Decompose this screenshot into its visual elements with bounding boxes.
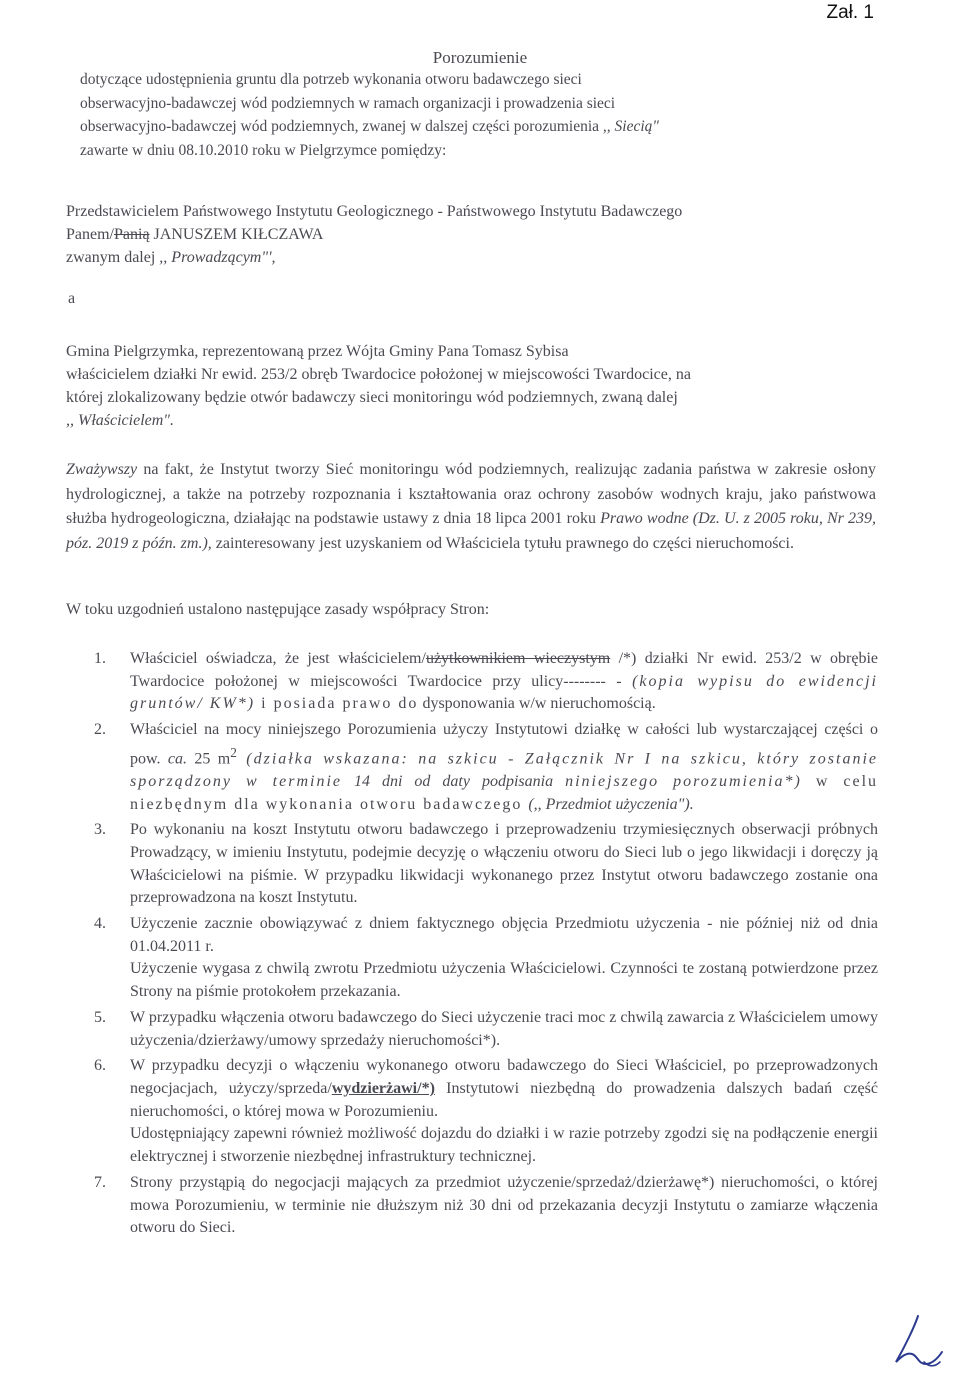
party-line: Przedstawicielem Państwowego Instytutu Geologicznego - Państwowego Instytutu Badawczego bbox=[66, 203, 683, 220]
superscript: 2 bbox=[230, 744, 237, 760]
point-italic: (kopia wypisu do ewidencji gruntów/ KW*) bbox=[130, 672, 879, 713]
point-text bbox=[130, 648, 878, 716]
point-item bbox=[66, 1055, 878, 1169]
party-term: ,, Prowadzącym"', bbox=[159, 249, 276, 266]
party-line bbox=[66, 223, 876, 246]
intro-line: obserwacyjno-badawczej wód podziemnych w ramach organizacji i prowadzenia sieci bbox=[80, 94, 616, 112]
point-italic: (działka wskazana: na szkicu - Załącznik Nr I na szkicu, który zostanie sporządzony w terminie bbox=[130, 750, 878, 790]
conjunction: a bbox=[68, 290, 76, 307]
second-party bbox=[66, 340, 876, 432]
point-item bbox=[66, 913, 878, 1004]
point-item bbox=[66, 648, 878, 716]
party-text: Panem/ bbox=[66, 226, 114, 243]
point-text-part: 14 dni od daty podpisania bbox=[342, 772, 566, 790]
recital-text: zainteresowany jest uzyskaniem od Właściciela tytułu prawnego do części nieruchomości. bbox=[211, 534, 794, 552]
point-italic: niniejszego porozumienia*) bbox=[565, 772, 802, 790]
party-text: zwanym dalej bbox=[66, 249, 160, 266]
point-italic: ca. bbox=[167, 750, 188, 768]
point-text: Użyczenie zacznie obowiązywać z dniem faktycznego objęcia Przedmiotu użyczenia - nie później niż od dnia 01.04.2011 r. bbox=[130, 915, 878, 955]
point-number: 5. bbox=[94, 1008, 106, 1026]
point-item bbox=[66, 819, 878, 910]
party-line bbox=[66, 246, 876, 269]
point-text-part: W przypadku decyzji o włączeniu wykonanego otworu badawczego do Sieci Właściciel, po przeprowadzonych negocjacjach, użyczy/sprzeda/ bbox=[130, 1057, 878, 1097]
intro-line bbox=[80, 115, 810, 139]
point-item bbox=[66, 1172, 878, 1240]
point-number: 6. bbox=[94, 1057, 106, 1075]
network-term: ,, Siecią" bbox=[602, 118, 659, 135]
point-italic: (,, Przedmiot użyczenia"). bbox=[528, 795, 694, 813]
struck-text: użytkownikiem wieczystym bbox=[425, 650, 611, 667]
attachment-label: Zał. 1 bbox=[826, 2, 874, 23]
agreement-points bbox=[66, 648, 878, 1243]
party-term: ,, Właścicielem". bbox=[66, 412, 175, 429]
intro-line: zawarte w dniu 08.10.2010 roku w Pielgrzymce pomiędzy: bbox=[80, 141, 447, 159]
representative-name: JANUSZEM KIŁCZAWA bbox=[149, 226, 324, 243]
point-text-part: w celu niezbędnym dla wykonania otworu badawczego bbox=[130, 772, 879, 813]
law-reference: Prawo wodne (Dz. U. z 2005 roku, Nr 239, póz. 2019 z późn. zm.), bbox=[66, 510, 877, 552]
point-text-part: dysponowania w/w nieruchomością. bbox=[418, 695, 656, 713]
point-number: 2. bbox=[94, 721, 106, 739]
first-party bbox=[66, 200, 876, 269]
document-title: Porozumienie bbox=[432, 48, 528, 67]
recital-paragraph bbox=[66, 458, 876, 556]
intro-paragraph bbox=[80, 68, 810, 162]
rules-intro: W toku uzgodnień ustalono następujące zasady współpracy Stron: bbox=[66, 601, 490, 618]
intro-text: obserwacyjno-badawczej wód podziemnych, zwanej w dalszej części porozumienia bbox=[80, 118, 600, 135]
party-line: której zlokalizowany będzie otwór badawczy sieci monitoringu wód podziemnych, zwaną dalej bbox=[66, 389, 678, 406]
intro-line: dotyczące udostępnienia gruntu dla potrzeb wykonania otworu badawczego sieci bbox=[80, 71, 582, 88]
point-text-part: Właściciel oświadcza, że jest właścicielem/ bbox=[130, 650, 426, 667]
point-number: 4. bbox=[94, 915, 106, 933]
bold-underlined-text: wydzierżawi/*) bbox=[331, 1079, 435, 1097]
point-text bbox=[130, 1055, 878, 1123]
point-text: Strony przystąpią do negocjacji mających za przedmiot użyczenie/sprzedaż/dzierżawę*) nieruchomości, o której mowa Porozumieniu, w terminie nie dłuższym niż 30 dni od przekazania decyzji Instytutu o zamiarze włączenia otworu do Sieci. bbox=[130, 1173, 878, 1237]
point-number: 1. bbox=[94, 650, 106, 667]
point-item bbox=[66, 719, 878, 816]
point-text-part: i posiada prawo do bbox=[255, 695, 419, 713]
point-text: W przypadku włączenia otworu badawczego do Sieci użyczenie traci moc z chwilą zawarcia z Właścicielem umowy użyczenia/dzierżawy/umowy sprzedaży nieruchomości*). bbox=[130, 1008, 878, 1049]
point-number: 7. bbox=[94, 1173, 106, 1191]
recital-lead: Zważywszy bbox=[66, 461, 138, 478]
recital-text: na fakt, że Instytut tworzy Sieć monitoringu wód podziemnych, realizując zadania państwa w zakresie osłony hydrologicznej, a także na potrzeby rozpoznania i kształtowania oraz ochrony zasobów wodnych kraju, jako państwowa służba hydrogeologiczna, działając na podstawie ustawy z dnia 18 lipca 2001 roku bbox=[66, 461, 876, 527]
point-text-part: /*) działki Nr ewid. 253/2 w obrębie Twardocice położonej w miejscowości Twardocice przy ulicy-------- - bbox=[130, 650, 878, 690]
handwritten-signature-icon bbox=[888, 1312, 946, 1372]
point-item bbox=[66, 1007, 878, 1052]
point-text-part: Instytutowi niezbędną do prowadzenia dalszych badań część nieruchomości, o której mowa w Porozumieniu. bbox=[130, 1079, 878, 1120]
point-text-part: 25 m bbox=[187, 750, 231, 768]
point-text: Użyczenie wygasa z chwilą zwrotu Przedmiotu użyczenia Właścicielowi. Czynności te zostaną potwierdzone przez Strony na piśmie protokołem przekazania. bbox=[130, 960, 878, 1001]
party-line: Gmina Pielgrzymka, reprezentowaną przez Wójta Gminy Pana Tomasz Sybisa bbox=[66, 343, 569, 360]
point-number: 3. bbox=[94, 821, 106, 839]
point-text: Udostępniający zapewni również możliwość dojazdu do działki i w razie potrzeby zgodzi się na podłączenie energii elektrycznej i stworzenie niezbędnej infrastruktury technicznej. bbox=[130, 1125, 878, 1166]
point-text-part: Właściciel na mocy niniejszego Porozumienia użyczy Instytutowi działkę w całości lub wystarczającej części o pow. bbox=[130, 721, 878, 768]
point-text: Po wykonaniu na koszt Instytutu otworu badawczego i przeprowadzeniu trzymiesięcznych obserwacji próbnych Prowadzący, w imieniu Instytutu, podejmie decyzję o włączeniu otworu do Sieci lub o jego likwidacji i doręczy ją Właścicielowi na piśmie. W przypadku likwidacji wykonanego przez Instytut otworu badawczego zostanie ona przeprowadzona na koszt Instytutu. bbox=[130, 821, 878, 907]
point-text bbox=[130, 719, 878, 816]
struck-text: Panią bbox=[114, 226, 150, 243]
party-line: właścicielem działki Nr ewid. 253/2 obręb Twardocice położonej w miejscowości Twardocice, na bbox=[66, 366, 691, 383]
